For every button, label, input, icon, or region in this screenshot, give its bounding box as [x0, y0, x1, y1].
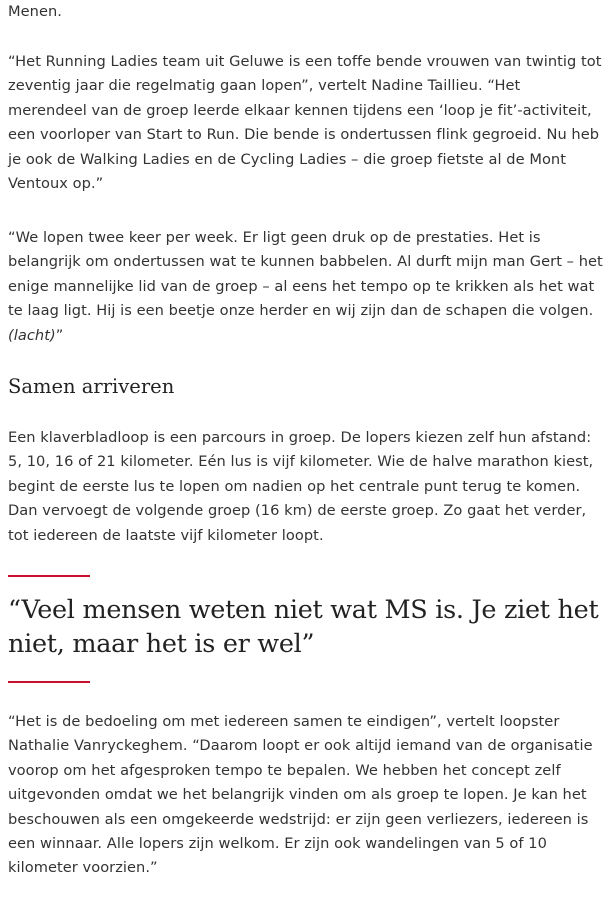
paragraph-intro: Menen. [8, 3, 62, 20]
paragraph-finish-together: “Het is de bedoeling om met iedereen samen te eindigen”, vertelt loopster Nathalie Vanryckeghem. “Daarom loopt er ook altijd iemand van de organisatie voorop om het afgesproken tempo te bepalen. We hebben het concept zelf uitgevonden omdat we het belangrijk vinden om als groep te lopen. Je kan het beschouwen als een omgekeerde wedstrijd: er zijn geen verliezers, iedereen is een winnaar. Alle lopers zijn welkom. Er zijn ook wandelingen van 5 of 10 kilometer voorzien.” [8, 713, 593, 877]
paragraph-training [8, 226, 603, 348]
pull-quote-top-rule [8, 575, 90, 577]
pull-quote: “Veel mensen weten niet wat MS is. Je ziet het niet, maar het is er wel” [8, 595, 599, 659]
paragraph-running-ladies: “Het Running Ladies team uit Geluwe is een toffe bende vrouwen van twintig tot zeventig jaar die regelmatig gaan lopen”, vertelt Nadine Taillieu. “Het merendeel van de groep leerde elkaar kennen tijdens een ‘loop je fit’-activiteit, een voorloper van Start to Run. Die bende is ondertussen flink gegroeid. Nu heb je ook de Walking Ladies en de Cycling Ladies – die groep fietste al de Mont Ventoux op.” [8, 53, 602, 193]
paragraph-training-text: “We lopen twee keer per week. Er ligt geen druk op de prestaties. Het is belangrijk om ondertussen wat te kunnen babbelen. Al durft mijn man Gert – het enige mannelijke lid van de groep – al eens het tempo op te krikken als het wat te laag ligt. Hij is een beetje onze herder en wij zijn dan de schapen die volgen. [8, 229, 603, 320]
paragraph-klaverbladloop: Een klaverbladloop is een parcours in groep. De lopers kiezen zelf hun afstand: 5, 10, 16 of 21 kilometer. Eén lus is vijf kilometer. Wie de halve marathon kiest, begint de eerste lus te lopen om nadien op het centrale punt terug te komen. Dan vervoegt de volgende groep (16 km) de eerste groep. Zo gaat het verder, tot iedereen de laatste vijf kilometer loopt. [8, 429, 594, 544]
paragraph-training-aside: (lacht) [8, 326, 56, 344]
paragraph-training-close: ” [55, 326, 64, 344]
section-heading: Samen arriveren [8, 375, 175, 398]
pull-quote-bottom-rule [8, 681, 90, 683]
